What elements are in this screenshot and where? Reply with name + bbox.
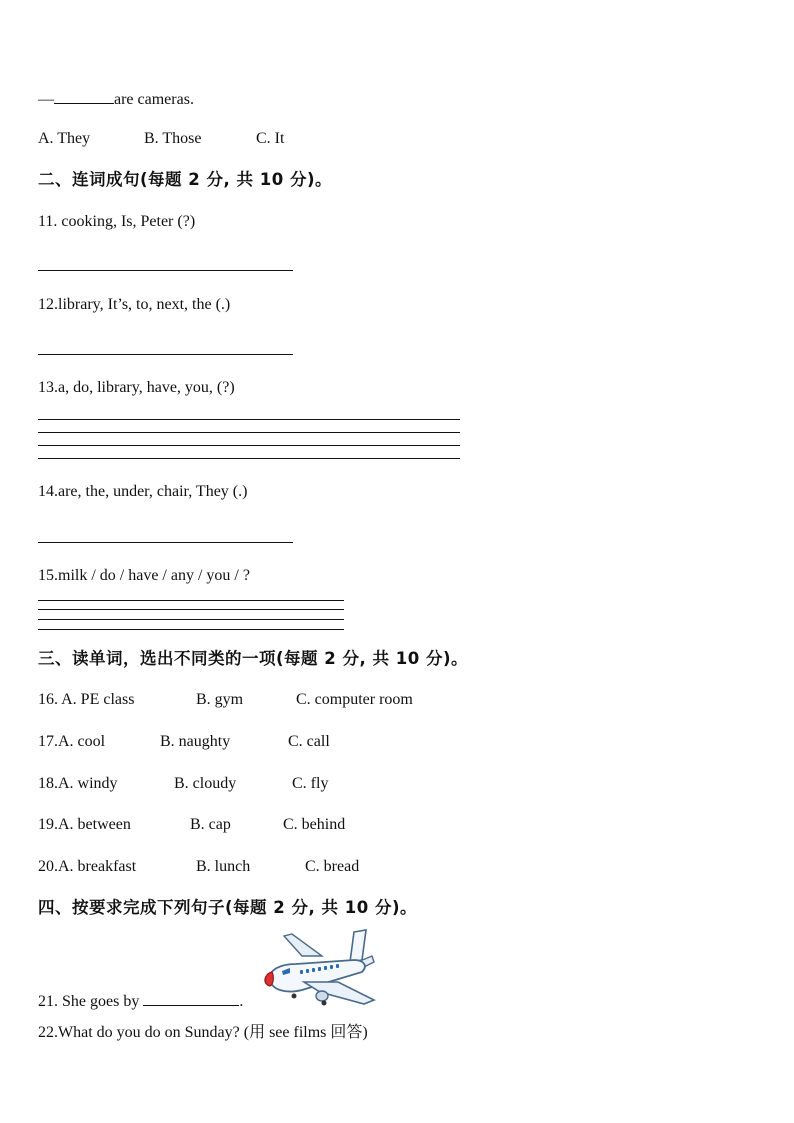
- airplane-tail-fin: [350, 930, 366, 962]
- q10-stem-text: are cameras.: [114, 91, 194, 108]
- airplane-front-wheel: [292, 994, 297, 999]
- section2-heading: 二、连词成句(每题 2 分, 共 10 分)。: [38, 170, 333, 189]
- q10-stem-line: [38, 87, 194, 110]
- section3-heading: 三、读单词，选出不同类的一项(每题 2 分, 共 10 分)。: [38, 649, 469, 668]
- q13-answer-line-2[interactable]: [38, 432, 460, 433]
- airplane-rear-wheel: [322, 1001, 327, 1006]
- q19-option-b[interactable]: B. cap: [190, 816, 231, 833]
- q10-option-c[interactable]: C. It: [256, 130, 285, 147]
- airplane-illustration: [262, 926, 380, 1008]
- q16-row: [38, 690, 413, 710]
- q19-option-c[interactable]: C. behind: [283, 816, 346, 833]
- airplane-nose: [265, 972, 273, 986]
- q15-answer-line-3[interactable]: [38, 619, 344, 620]
- q13-answer-line-3[interactable]: [38, 445, 460, 446]
- airplane-engine: [316, 991, 328, 1001]
- q22-prompt: 22.What do you do on Sunday? (用 see films 回答): [38, 1024, 368, 1041]
- q14-answer-line[interactable]: [38, 542, 293, 543]
- q19-option-a[interactable]: 19.A. between: [38, 816, 131, 833]
- q16-option-a[interactable]: 16. A. PE class: [38, 691, 135, 708]
- q11-answer-line[interactable]: [38, 270, 293, 271]
- q17-option-c[interactable]: C. call: [288, 733, 330, 750]
- q20-option-c[interactable]: C. bread: [305, 858, 360, 875]
- q18-option-c[interactable]: C. fly: [292, 775, 329, 792]
- q13-prompt: 13.a, do, library, have, you, (?): [38, 379, 235, 396]
- q10-dash: —: [38, 91, 54, 108]
- q19-row: [38, 815, 345, 835]
- q18-option-a[interactable]: 18.A. windy: [38, 775, 118, 792]
- section4-heading: 四、按要求完成下列句子(每题 2 分, 共 10 分)。: [38, 898, 418, 917]
- airplane-far-wing: [284, 934, 322, 956]
- q10-option-b[interactable]: B. Those: [144, 130, 202, 147]
- q15-answer-line-4[interactable]: [38, 629, 344, 630]
- q12-prompt: 12.library, It’s, to, next, the (.): [38, 296, 231, 313]
- q17-option-b[interactable]: B. naughty: [160, 733, 231, 750]
- q20-option-b[interactable]: B. lunch: [196, 858, 251, 875]
- q13-answer-line-4[interactable]: [38, 458, 460, 459]
- q15-answer-line-2[interactable]: [38, 609, 344, 610]
- q21-line: [38, 989, 243, 1012]
- q21-prefix: 21. She goes by: [38, 993, 140, 1010]
- q14-prompt: 14.are, the, under, chair, They (.): [38, 483, 248, 500]
- q20-row: [38, 857, 359, 877]
- q11-prompt: 11. cooking, Is, Peter (?): [38, 213, 196, 230]
- q12-answer-line[interactable]: [38, 354, 293, 355]
- q15-prompt: 15.milk / do / have / any / you / ?: [38, 567, 250, 584]
- q17-row: [38, 732, 330, 752]
- q10-options: [38, 129, 284, 149]
- q18-row: [38, 774, 328, 794]
- q13-answer-line-1[interactable]: [38, 419, 460, 420]
- q21-answer-blank[interactable]: [143, 989, 239, 1006]
- q15-answer-line-1[interactable]: [38, 600, 344, 601]
- q16-option-c[interactable]: C. computer room: [296, 691, 413, 708]
- q10-option-a[interactable]: A. They: [38, 130, 91, 147]
- q21-suffix: .: [239, 993, 244, 1010]
- q10-answer-blank[interactable]: [54, 87, 114, 104]
- q20-option-a[interactable]: 20.A. breakfast: [38, 858, 137, 875]
- airplane-near-wing: [304, 982, 374, 1004]
- q18-option-b[interactable]: B. cloudy: [174, 775, 237, 792]
- q16-option-b[interactable]: B. gym: [196, 691, 244, 708]
- q17-option-a[interactable]: 17.A. cool: [38, 733, 106, 750]
